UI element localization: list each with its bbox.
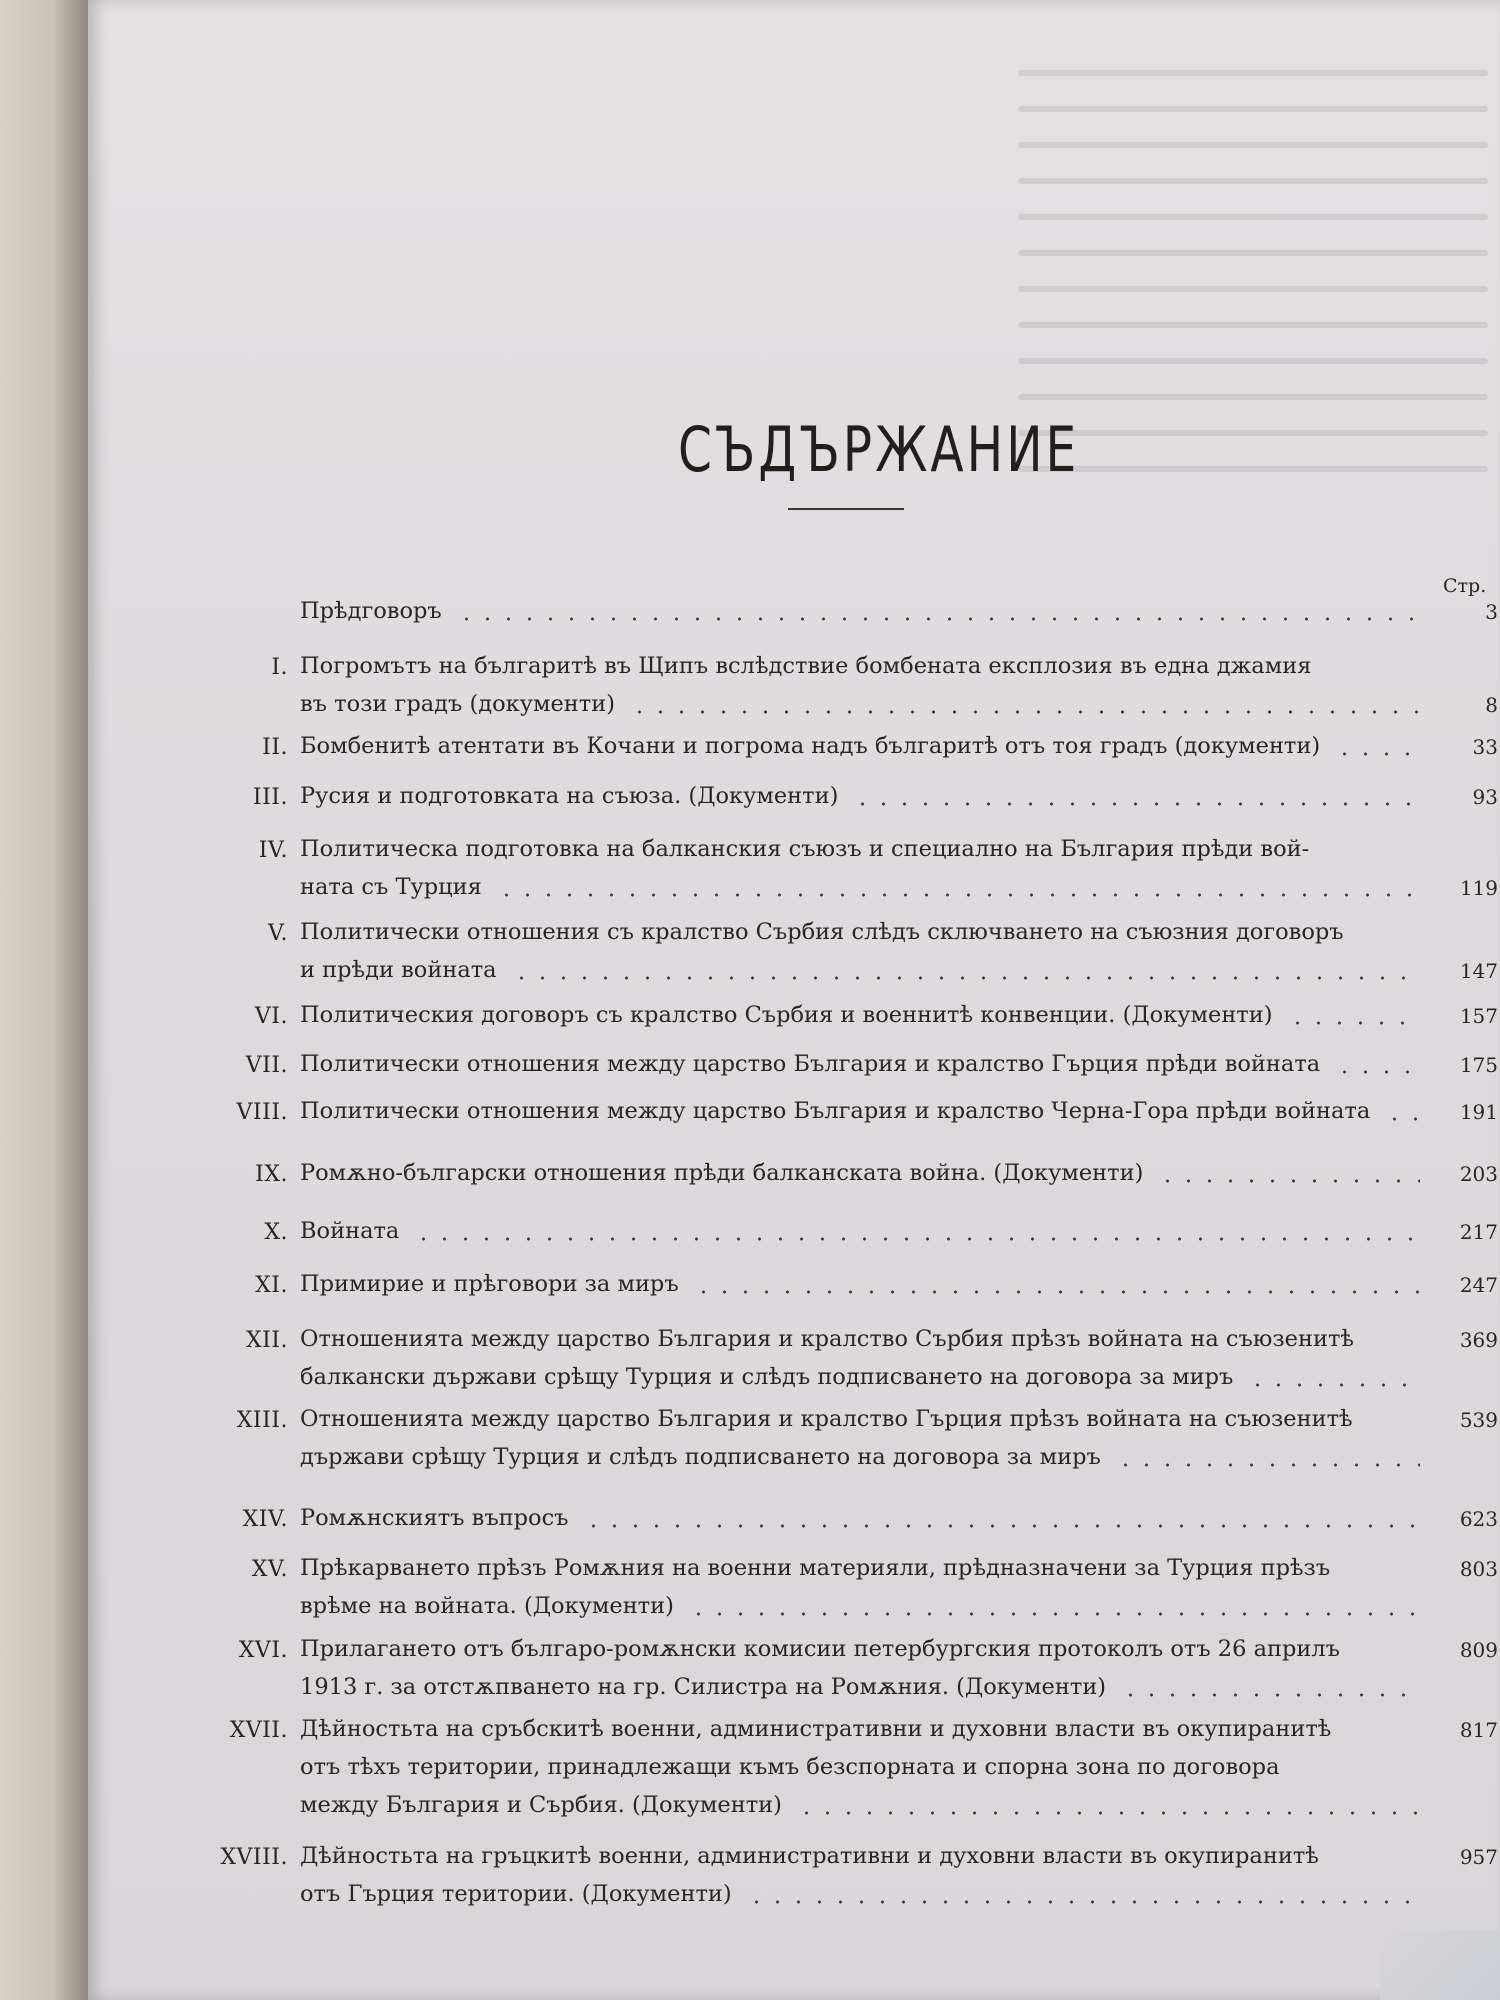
toc-entry-text: балкански държави срѣщу Турция и слѣдъ подписването на договора за миръ (300, 1366, 1234, 1389)
toc-entry-text: Дѣйностьта на гръцкитѣ военни, административни и духовни власти въ окупиранитѣ (300, 1845, 1319, 1868)
toc-entry-text: ната съ Турция (300, 876, 482, 899)
toc-entry-numeral: XIV. (242, 1507, 288, 1532)
toc-entry-page-number: 247 (1459, 1273, 1498, 1297)
toc-entry-numeral: XVI. (238, 1638, 288, 1663)
dot-leader (852, 802, 1420, 806)
toc-entry-text: между България и Сърбия. (Документи) (300, 1794, 782, 1817)
dot-leader (1247, 1383, 1420, 1387)
dot-leader (746, 1900, 1420, 1904)
toc-entry-text: Ромѫно-български отношения прѣди балканската война. (Документи) (300, 1162, 1144, 1185)
dot-leader (511, 976, 1420, 980)
toc-entry-line (300, 1557, 1422, 1580)
book-page (88, 0, 1500, 2000)
toc-entry-line (300, 1845, 1422, 1868)
toc-entry-page-number: 203 (1459, 1162, 1498, 1186)
toc-entry-text: Русия и подготовката на съюза. (Документи) (300, 785, 839, 808)
toc-entry-numeral: I. (271, 655, 288, 680)
toc-entry-text: Политическия договоръ съ кралство Сърбия и военнитѣ конвенции. (Документи) (300, 1004, 1273, 1027)
toc-entry-numeral: XVIII. (220, 1845, 288, 1870)
table-of-contents (208, 0, 1500, 2000)
toc-entry-text: Прилагането отъ българо-ромѫнски комисии петербургския протоколъ отъ 26 априлъ (300, 1638, 1340, 1661)
toc-entry-page-number: 539 (1459, 1408, 1498, 1432)
toc-entry-line (300, 655, 1422, 678)
toc-entry-numeral: IX. (255, 1162, 288, 1187)
toc-entry-text: Войната (300, 1220, 400, 1243)
dot-leader (1157, 1179, 1420, 1183)
toc-entry-page-number: 119 (1459, 876, 1498, 900)
toc-entry-page-number: 93 (1472, 785, 1498, 809)
corner-background (1380, 1930, 1500, 2000)
dot-leader (1120, 1693, 1420, 1697)
toc-entry-page-number: 817 (1459, 1718, 1498, 1742)
toc-entry-numeral: XII. (245, 1328, 288, 1353)
book-left-edge (0, 0, 88, 2000)
toc-entry-page-number: 33 (1472, 735, 1498, 759)
toc-entry-line (300, 1638, 1422, 1661)
toc-entry-page-number: 191 (1459, 1100, 1498, 1124)
dot-leader (1287, 1021, 1420, 1025)
dot-leader (796, 1811, 1420, 1815)
toc-entry-text: Ромѫнскиятъ въпросъ (300, 1507, 569, 1530)
toc-entry-numeral: VIII. (236, 1100, 288, 1125)
toc-entry-numeral: V. (267, 921, 288, 946)
toc-entry-line (300, 838, 1422, 861)
toc-entry-page-number: 957 (1459, 1845, 1498, 1869)
toc-entry-line (300, 1756, 1422, 1779)
toc-entry-numeral: II. (262, 735, 288, 760)
toc-entry-text: врѣме на войната. (Документи) (300, 1595, 674, 1618)
dot-leader (1334, 1070, 1420, 1074)
dot-leader (413, 1237, 1420, 1241)
toc-entry-text: Отношенията между царство България и кралство Сърбия прѣзъ войната на съюзенитѣ (300, 1328, 1354, 1351)
toc-entry-numeral: XI. (255, 1273, 288, 1298)
toc-entry-page-number: 623 (1459, 1507, 1498, 1531)
dot-leader (496, 893, 1420, 897)
dot-leader (1334, 752, 1420, 756)
toc-entry-line (300, 1408, 1422, 1431)
toc-entry-text: Политически отношения между царство България и кралство Гърция прѣди войната (300, 1053, 1321, 1076)
toc-entry-page-number: 175 (1459, 1053, 1498, 1077)
toc-entry-page-number: 3 (1485, 600, 1498, 624)
toc-entry-text: Политически отношения съ кралство Сърбия слѣдъ сключването на съюзния договоръ (300, 921, 1344, 944)
toc-entry-page-number: 217 (1459, 1220, 1498, 1244)
toc-entry-page-number: 803 (1459, 1557, 1498, 1581)
toc-entry-line (300, 735, 1422, 758)
page-title: СЪДЪРЖАНИЕ (678, 413, 1080, 486)
dot-leader (456, 617, 1420, 621)
toc-entry-numeral: IV. (258, 838, 288, 863)
toc-entry-text: Прѣдговоръ (300, 600, 442, 623)
toc-entry-numeral: X. (264, 1220, 288, 1245)
toc-entry-text: Отношенията между царство България и кралство Гърция прѣзъ войната на съюзенитѣ (300, 1408, 1353, 1431)
toc-entry-text: Примирие и прѣговори за миръ (300, 1273, 679, 1296)
dot-leader (583, 1524, 1421, 1528)
toc-entry-text: държави срѣщу Турция и слѣдъ подписването на договора за миръ (300, 1446, 1101, 1469)
toc-entry-text: Бомбенитѣ атентати въ Кочани и погрома надъ българитѣ отъ тоя градъ (документи) (300, 735, 1321, 758)
toc-entry-numeral: XVII. (229, 1718, 288, 1743)
toc-entry-line (300, 1100, 1422, 1123)
toc-entry-page-number: 147 (1459, 959, 1498, 983)
toc-entry-page-number: 157 (1459, 1004, 1498, 1028)
toc-entry-numeral: XIII. (236, 1408, 288, 1433)
toc-entry-line (300, 1718, 1422, 1741)
dot-leader (1384, 1117, 1420, 1121)
dot-leader (1115, 1463, 1420, 1467)
toc-entry-page-number: 369 (1459, 1328, 1498, 1352)
toc-entry-numeral: VI. (254, 1004, 288, 1029)
toc-entry-text: Дѣйностьта на сръбскитѣ военни, административни и духовни власти въ окупиранитѣ (300, 1718, 1332, 1741)
page-column-label: Стр. (1443, 575, 1487, 597)
toc-entry-page-number: 809 (1459, 1638, 1498, 1662)
toc-entry-text: и прѣди войната (300, 959, 497, 982)
toc-entry-text: Погромътъ на българитѣ въ Щипъ вслѣдствие бомбената експлозия въ една джамия (300, 655, 1312, 678)
dot-leader (693, 1290, 1420, 1294)
dot-leader (688, 1612, 1420, 1616)
toc-entry-page-number: 8 (1485, 693, 1498, 717)
toc-entry-line (300, 1053, 1422, 1076)
toc-entry-text: Политически отношения между царство България и кралство Черна-Гора прѣди войната (300, 1100, 1371, 1123)
toc-entry-line (300, 921, 1422, 944)
toc-entry-text: Политическа подготовка на балканския съюзъ и специално на България прѣди вой- (300, 838, 1310, 861)
toc-entry-line (300, 1004, 1422, 1027)
toc-entry-text: отъ Гърция територии. (Документи) (300, 1883, 732, 1906)
toc-entry-numeral: VII. (245, 1053, 288, 1078)
toc-entry-text: отъ тѣхъ територии, принадлежащи къмъ безспорната и спорна зона по договора (300, 1756, 1280, 1779)
toc-entry-text: 1913 г. за отстѫпването на гр. Силистра на Ромѫния. (Документи) (300, 1676, 1107, 1699)
toc-entry-text: въ този градъ (документи) (300, 693, 615, 716)
toc-entry-numeral: III. (252, 785, 288, 810)
dot-leader (629, 710, 1420, 714)
toc-entry-numeral: XV. (251, 1557, 288, 1582)
toc-entry-text: Прѣкарването прѣзъ Ромѫния на военни материяли, прѣдназначени за Турция прѣзъ (300, 1557, 1331, 1580)
toc-entry-line (300, 1328, 1422, 1351)
